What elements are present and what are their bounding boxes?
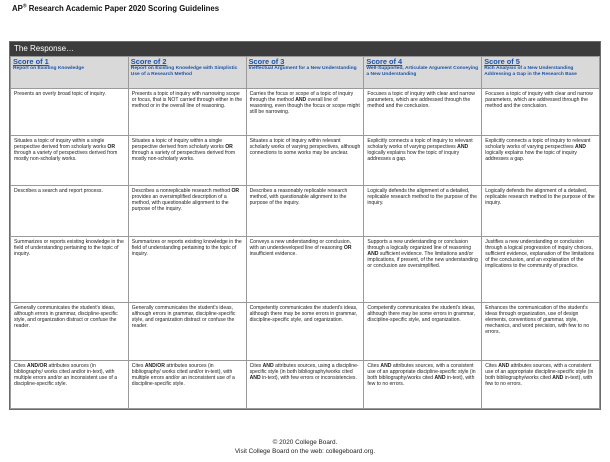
criteria-cell (246, 136, 364, 186)
criteria-cell (11, 237, 129, 303)
criteria-text: Carries the focus or scope of a topic of inquiry through the method (249, 91, 354, 104)
score-header-4 (364, 57, 482, 89)
criteria-cell (11, 361, 129, 409)
score-description: Rich Analysis of a New Understanding Addressing a Gap in the Research Base (484, 66, 577, 78)
score-description: Report on Existing Knowledge with Simplistic Use of a Research Method (130, 66, 238, 78)
criteria-text: attributes sources, with a consistent use of an appropriate discipline-specific style (in both bibliography/works cited (485, 363, 594, 382)
score-header-5 (482, 57, 600, 89)
criteria-row (11, 136, 600, 186)
rubric-table (10, 56, 600, 409)
criteria-cell (246, 89, 364, 136)
criteria-text: Logically defends the alignment of a detailed, replicable research method to the purpose of the inquiry. (485, 188, 595, 207)
score-name: Score of 4 (366, 57, 403, 66)
criteria-cell (128, 136, 246, 186)
criteria-cell (364, 186, 482, 237)
criteria-text: Cites (14, 363, 28, 369)
emphasis-text: AND (367, 251, 379, 258)
criteria-cell (364, 136, 482, 186)
emphasis-text: AND (249, 375, 261, 382)
criteria-cell (11, 89, 129, 136)
criteria-text: Summarizes or reports existing knowledge in the field of understanding pertaining to the topic of inquiry. (14, 239, 124, 258)
criteria-text: attributes sources, using a discipline-specific style (in both bibliography/works cited (249, 363, 359, 376)
criteria-text: Cites (131, 363, 145, 369)
score-description: Report on Existing Knowledge (13, 66, 84, 72)
criteria-text: Conveys a new understanding or conclusion, with an underdeveloped line of reasoning (249, 239, 351, 252)
criteria-text: logically explains how the topic of inquiry addresses a gap. (367, 150, 460, 163)
criteria-cell (364, 361, 482, 409)
criteria-cell (246, 361, 364, 409)
emphasis-text: AND (262, 363, 274, 369)
emphasis-text: AND (498, 363, 510, 369)
criteria-cell (482, 89, 600, 136)
criteria-text: Competently communicates the student's ideas, although there may be some errors in grammar, discipline-specific style, and organization. (249, 305, 358, 324)
emphasis-text: OR (231, 188, 240, 194)
criteria-text: Cites (367, 363, 381, 369)
criteria-cell (128, 237, 246, 303)
score-name: Score of 5 (484, 57, 520, 66)
criteria-cell (246, 237, 364, 303)
criteria-cell (482, 136, 600, 186)
criteria-text: in-text), with few errors or inconsistencies. (260, 375, 357, 382)
criteria-text: Focuses a topic of inquiry with clear and narrow parameters, which are addressed through the method and the conclusion. (485, 91, 593, 110)
score-header-2 (128, 57, 246, 89)
criteria-text: insufficient evidence. (249, 251, 297, 258)
emphasis-text: OR (107, 144, 116, 151)
criteria-text: attributes sources (in bibliography/ works cited and/or in-text), with multiple errors and/or an inconsistent use of a discipline-specific style. (131, 363, 235, 388)
criteria-row (11, 186, 600, 237)
criteria-cell (364, 89, 482, 136)
criteria-text: in-text), with few to no errors. (367, 375, 475, 388)
criteria-text: overall line of reasoning, even though the focus or scope might still be narrowing. (249, 97, 360, 116)
criteria-text: Describes a search and report process. (14, 188, 103, 194)
criteria-text: Logically defends the alignment of a detailed, replicable research method to the purpose of the inquiry. (367, 188, 477, 207)
criteria-row (11, 89, 600, 136)
criteria-text: Generally communicates the student's ideas, although errors in grammar, discipline-specific style, and organization distract or confuse the reader. (14, 305, 118, 330)
criteria-text: Cites (485, 363, 499, 369)
criteria-text: provides an oversimplified description of a method, with questionable alignment to the purpose of the inquiry. (131, 194, 229, 213)
criteria-text: in-text), with few to no errors. (485, 375, 593, 388)
emphasis-text: AND (380, 363, 392, 369)
criteria-text: Presents a topic of inquiry with narrowing scope or focus, that is NOT carried through either in the method or in the overall line of reasoning. (131, 91, 243, 110)
criteria-text: Cites (249, 363, 263, 369)
criteria-text: Describes a nonreplicable research method (131, 188, 232, 194)
rubric-banner: The Response… (10, 42, 600, 56)
criteria-cell (128, 89, 246, 136)
emphasis-text: OR (225, 144, 233, 151)
criteria-cell (482, 303, 600, 361)
criteria-cell (128, 361, 246, 409)
page-title (12, 4, 219, 13)
emphasis-text: AND (295, 97, 307, 104)
criteria-text: Justifies a new understanding or conclusion through a logical progression of inquiry choices, sufficient evidence, explanation of the limitations of the conclusion, and an explanation of the implications to the community of practice. (485, 239, 595, 270)
emphasis-text: AND/OR (144, 363, 165, 369)
criteria-text: through a variety of perspectives derived from mostly non-scholarly works. (131, 150, 236, 163)
criteria-row (11, 361, 600, 409)
emphasis-text: AND (574, 144, 586, 151)
criteria-text: Generally communicates the student's ideas, although errors in grammar, discipline-specific style, and organization distract or confuse the reader. (131, 305, 236, 330)
criteria-text: attributes sources (in bibliography/ works cited and/or in-text), with multiple errors and/or an inconsistent use of a discipline-specific style. (14, 363, 118, 388)
emphasis-text: AND (434, 375, 446, 382)
criteria-text: sufficient evidence. The limitations and/or implications, if present, of the new understanding or conclusion are oversimplified. (367, 251, 478, 270)
score-header-3 (246, 57, 364, 89)
title-prefix: AP (12, 4, 23, 13)
copyright-notice: © 2020 College Board. (272, 439, 338, 446)
score-header-1 (11, 57, 129, 89)
criteria-text: Focuses a topic of inquiry with clear and narrow parameters, which are addressed through the method and the conclusion. (367, 91, 475, 110)
criteria-text: Situates a topic of inquiry within a single perspective derived from scholarly works (14, 138, 108, 151)
emphasis-text: AND (457, 144, 469, 151)
criteria-row (11, 237, 600, 303)
score-name: Score of 1 (13, 57, 49, 66)
criteria-row (11, 303, 600, 361)
score-name: Score of 2 (130, 57, 167, 66)
criteria-text: logically explains how the topic of inquiry addresses a gap. (485, 150, 577, 163)
emphasis-text: AND (552, 375, 564, 382)
score-description: Ineffectual Argument for a New Understanding (248, 66, 357, 72)
title-text: Research Academic Paper 2020 Scoring Guidelines (26, 4, 220, 13)
criteria-text: Summarizes or reports existing knowledge in the field of understanding pertaining to the topic of inquiry. (131, 239, 242, 258)
score-description: Well-Supported, Articulate Argument Conveying a New Understanding (366, 66, 479, 78)
emphasis-text: AND/OR (27, 363, 48, 369)
criteria-cell (364, 237, 482, 303)
criteria-text: Competently communicates the student's ideas, although there may be some errors in grammar, discipline-specific style, and organization. (367, 305, 476, 324)
score-header-row (11, 57, 600, 89)
criteria-text: Explicitly connects a topic of inquiry to relevant scholarly works of varying perspectives (485, 138, 591, 151)
title-registered-mark: ® (22, 3, 27, 10)
criteria-text: Presents an overly broad topic of inquiry. (14, 91, 106, 97)
criteria-text: Situates a topic of inquiry within a single perspective derived from scholarly works (131, 138, 226, 151)
criteria-text: attributes sources, with a consistent use of an appropriate discipline-specific style (in both bibliography/works cited (367, 363, 476, 382)
criteria-cell (11, 186, 129, 237)
criteria-text: Explicitly connects a topic of inquiry to relevant scholarly works of varying perspectives (367, 138, 473, 151)
criteria-cell (482, 237, 600, 303)
criteria-cell (128, 303, 246, 361)
criteria-text: Enhances the communication of the student's ideas through organization, use of design elements, conventions of grammar, style, mechanics, and word precision, with few to no errors. (485, 305, 590, 336)
scoring-rubric (9, 41, 601, 410)
criteria-text: through a variety of perspectives derived from mostly non-scholarly works. (14, 150, 118, 163)
emphasis-text: OR (343, 245, 352, 252)
criteria-text: Supports a new understanding or conclusion through a logically organized line of reasoning (367, 239, 472, 252)
criteria-text: Situates a topic of inquiry within relevant scholarly works of varying perspectives, although connections to some works may be unclear. (249, 138, 361, 157)
criteria-cell (482, 361, 600, 409)
criteria-cell (11, 136, 129, 186)
criteria-cell (128, 186, 246, 237)
website-notice: Visit College Board on the web: collegeboard.org. (234, 448, 376, 455)
criteria-cell (11, 303, 129, 361)
criteria-cell (246, 186, 364, 237)
criteria-cell (246, 303, 364, 361)
score-name: Score of 3 (248, 57, 285, 66)
criteria-text: Describes a reasonably replicable research method, with questionable alignment to the purpose of the inquiry. (249, 188, 348, 207)
criteria-cell (364, 303, 482, 361)
rubric-body (11, 89, 600, 409)
criteria-cell (482, 186, 600, 237)
